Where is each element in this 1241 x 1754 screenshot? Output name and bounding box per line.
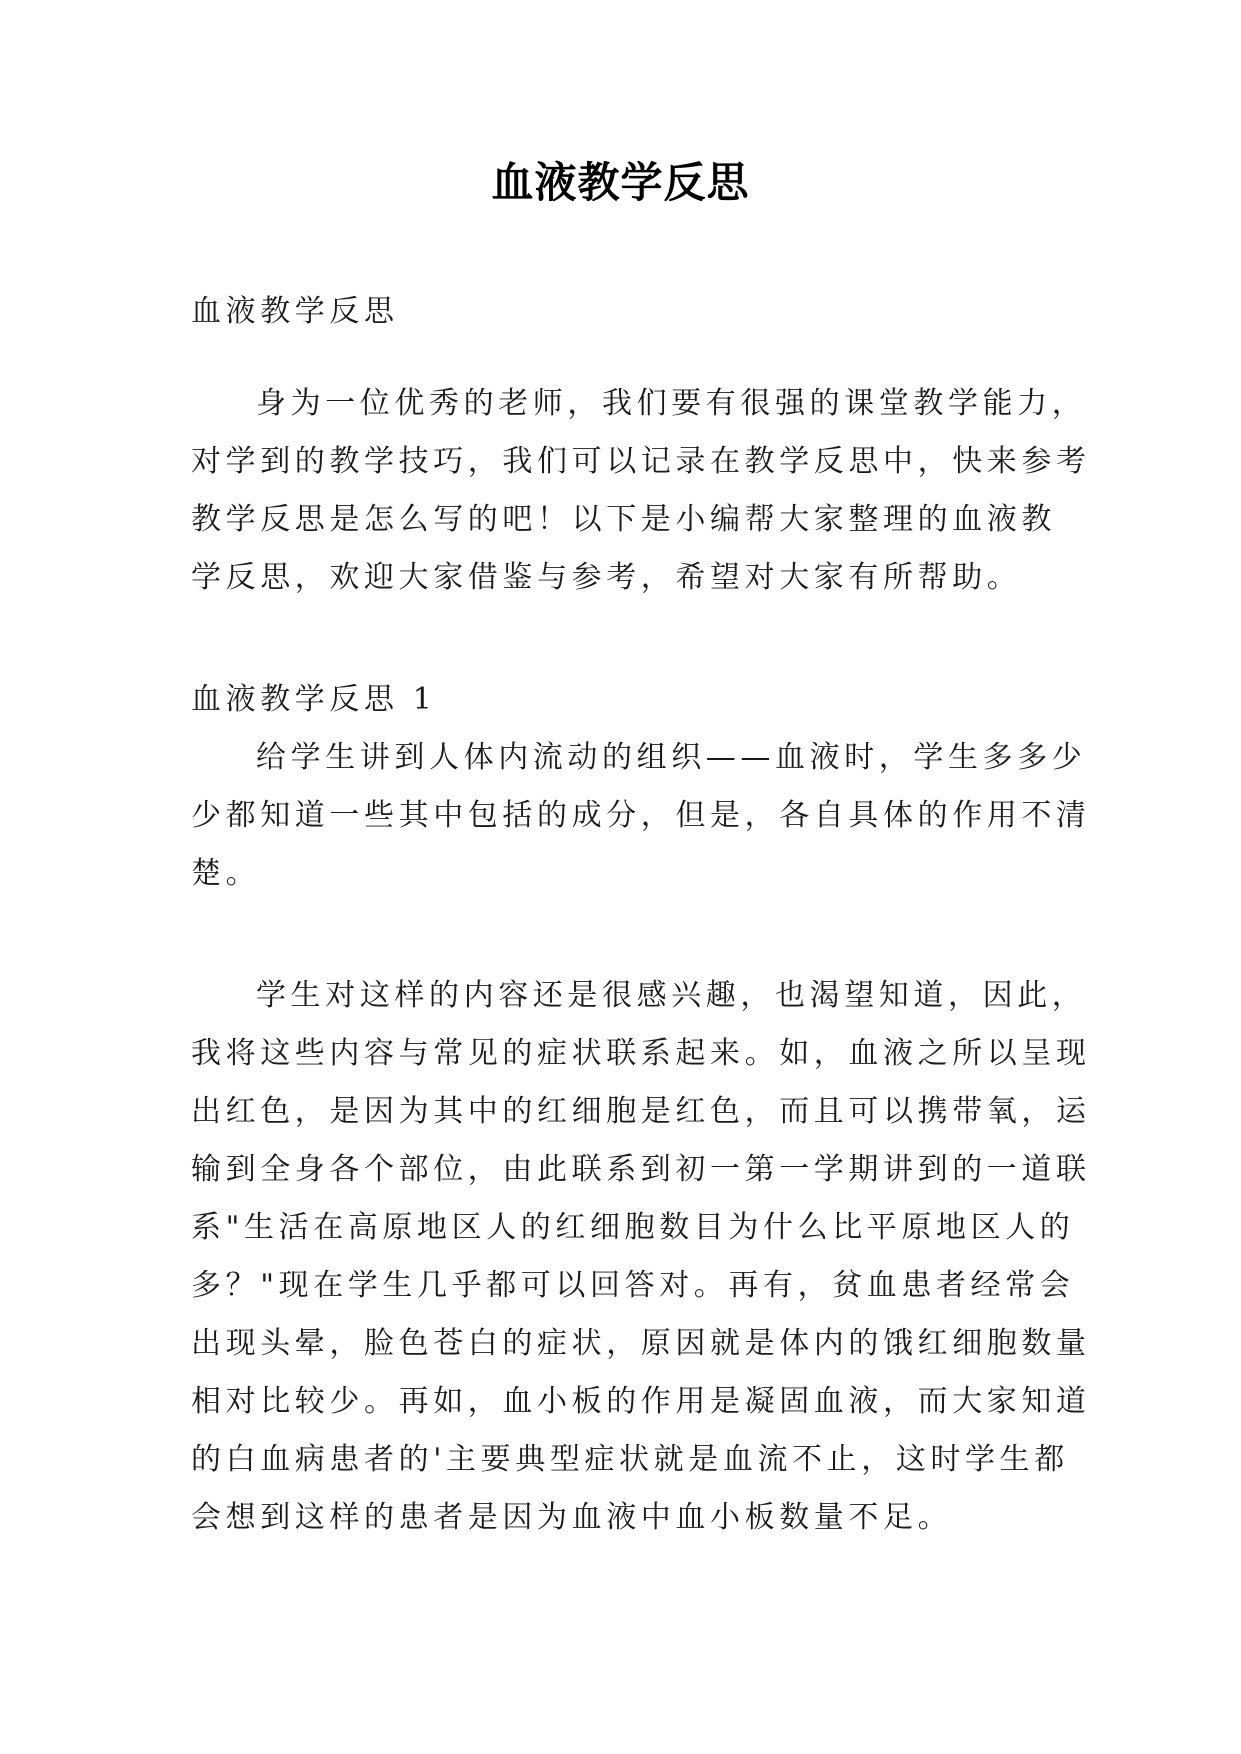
- paragraph-line: 系"生活在高原地区人的红细胞数目为什么比平原地区人的: [191, 1210, 1075, 1245]
- paragraph-line: 教学反思是怎么写的吧！以下是小编帮大家整理的血液教: [191, 502, 1056, 537]
- intro-paragraph: [191, 375, 1091, 607]
- document-subtitle: 血液教学反思: [191, 294, 399, 329]
- paragraph-line: 给学生讲到人体内流动的组织——血液时，学生多多少: [256, 740, 1087, 775]
- document-body: [191, 283, 1091, 1547]
- paragraph-line: 多？"现在学生几乎都可以回答对。再有，贫血患者经常会: [191, 1268, 1075, 1303]
- paragraph-line: 输到全身各个部位，由此联系到初一第一学期讲到的一道联: [191, 1152, 1091, 1187]
- document-title: 血液教学反思: [491, 158, 750, 207]
- section1-paragraph-1: [191, 729, 1091, 903]
- paragraph-line: 我将这些内容与常见的症状联系起来。如，血液之所以呈现: [191, 1036, 1091, 1071]
- paragraph-line: 身为一位优秀的老师，我们要有很强的课堂教学能力，: [256, 386, 1087, 421]
- paragraph-line: 对学到的教学技巧，我们可以记录在教学反思中，快来参考: [191, 444, 1091, 479]
- paragraph-line: 的白血病患者的'主要典型症状就是血流不止，这时学生都: [191, 1442, 1069, 1477]
- paragraph-line: 相对比较少。再如，血小板的作用是凝固血液，而大家知道: [191, 1384, 1091, 1419]
- paragraph-line: 出现头晕，脸色苍白的症状，原因就是体内的饿红细胞数量: [191, 1326, 1091, 1361]
- paragraph-line: 出红色，是因为其中的红细胞是红色，而且可以携带氧，运: [191, 1094, 1091, 1129]
- paragraph-line: 楚。: [191, 856, 261, 891]
- paragraph-line: 学反思，欢迎大家借鉴与参考，希望对大家有所帮助。: [191, 560, 1022, 595]
- section1-paragraph-2: [191, 967, 1091, 1547]
- section-heading: 血液教学反思 1: [191, 682, 437, 717]
- paragraph-line: 学生对这样的内容还是很感兴趣，也渴望知道，因此，: [256, 978, 1087, 1013]
- paragraph-line: 会想到这样的患者是因为血液中血小板数量不足。: [191, 1500, 953, 1535]
- paragraph-line: 少都知道一些其中包括的成分，但是，各自具体的作用不清: [191, 798, 1091, 833]
